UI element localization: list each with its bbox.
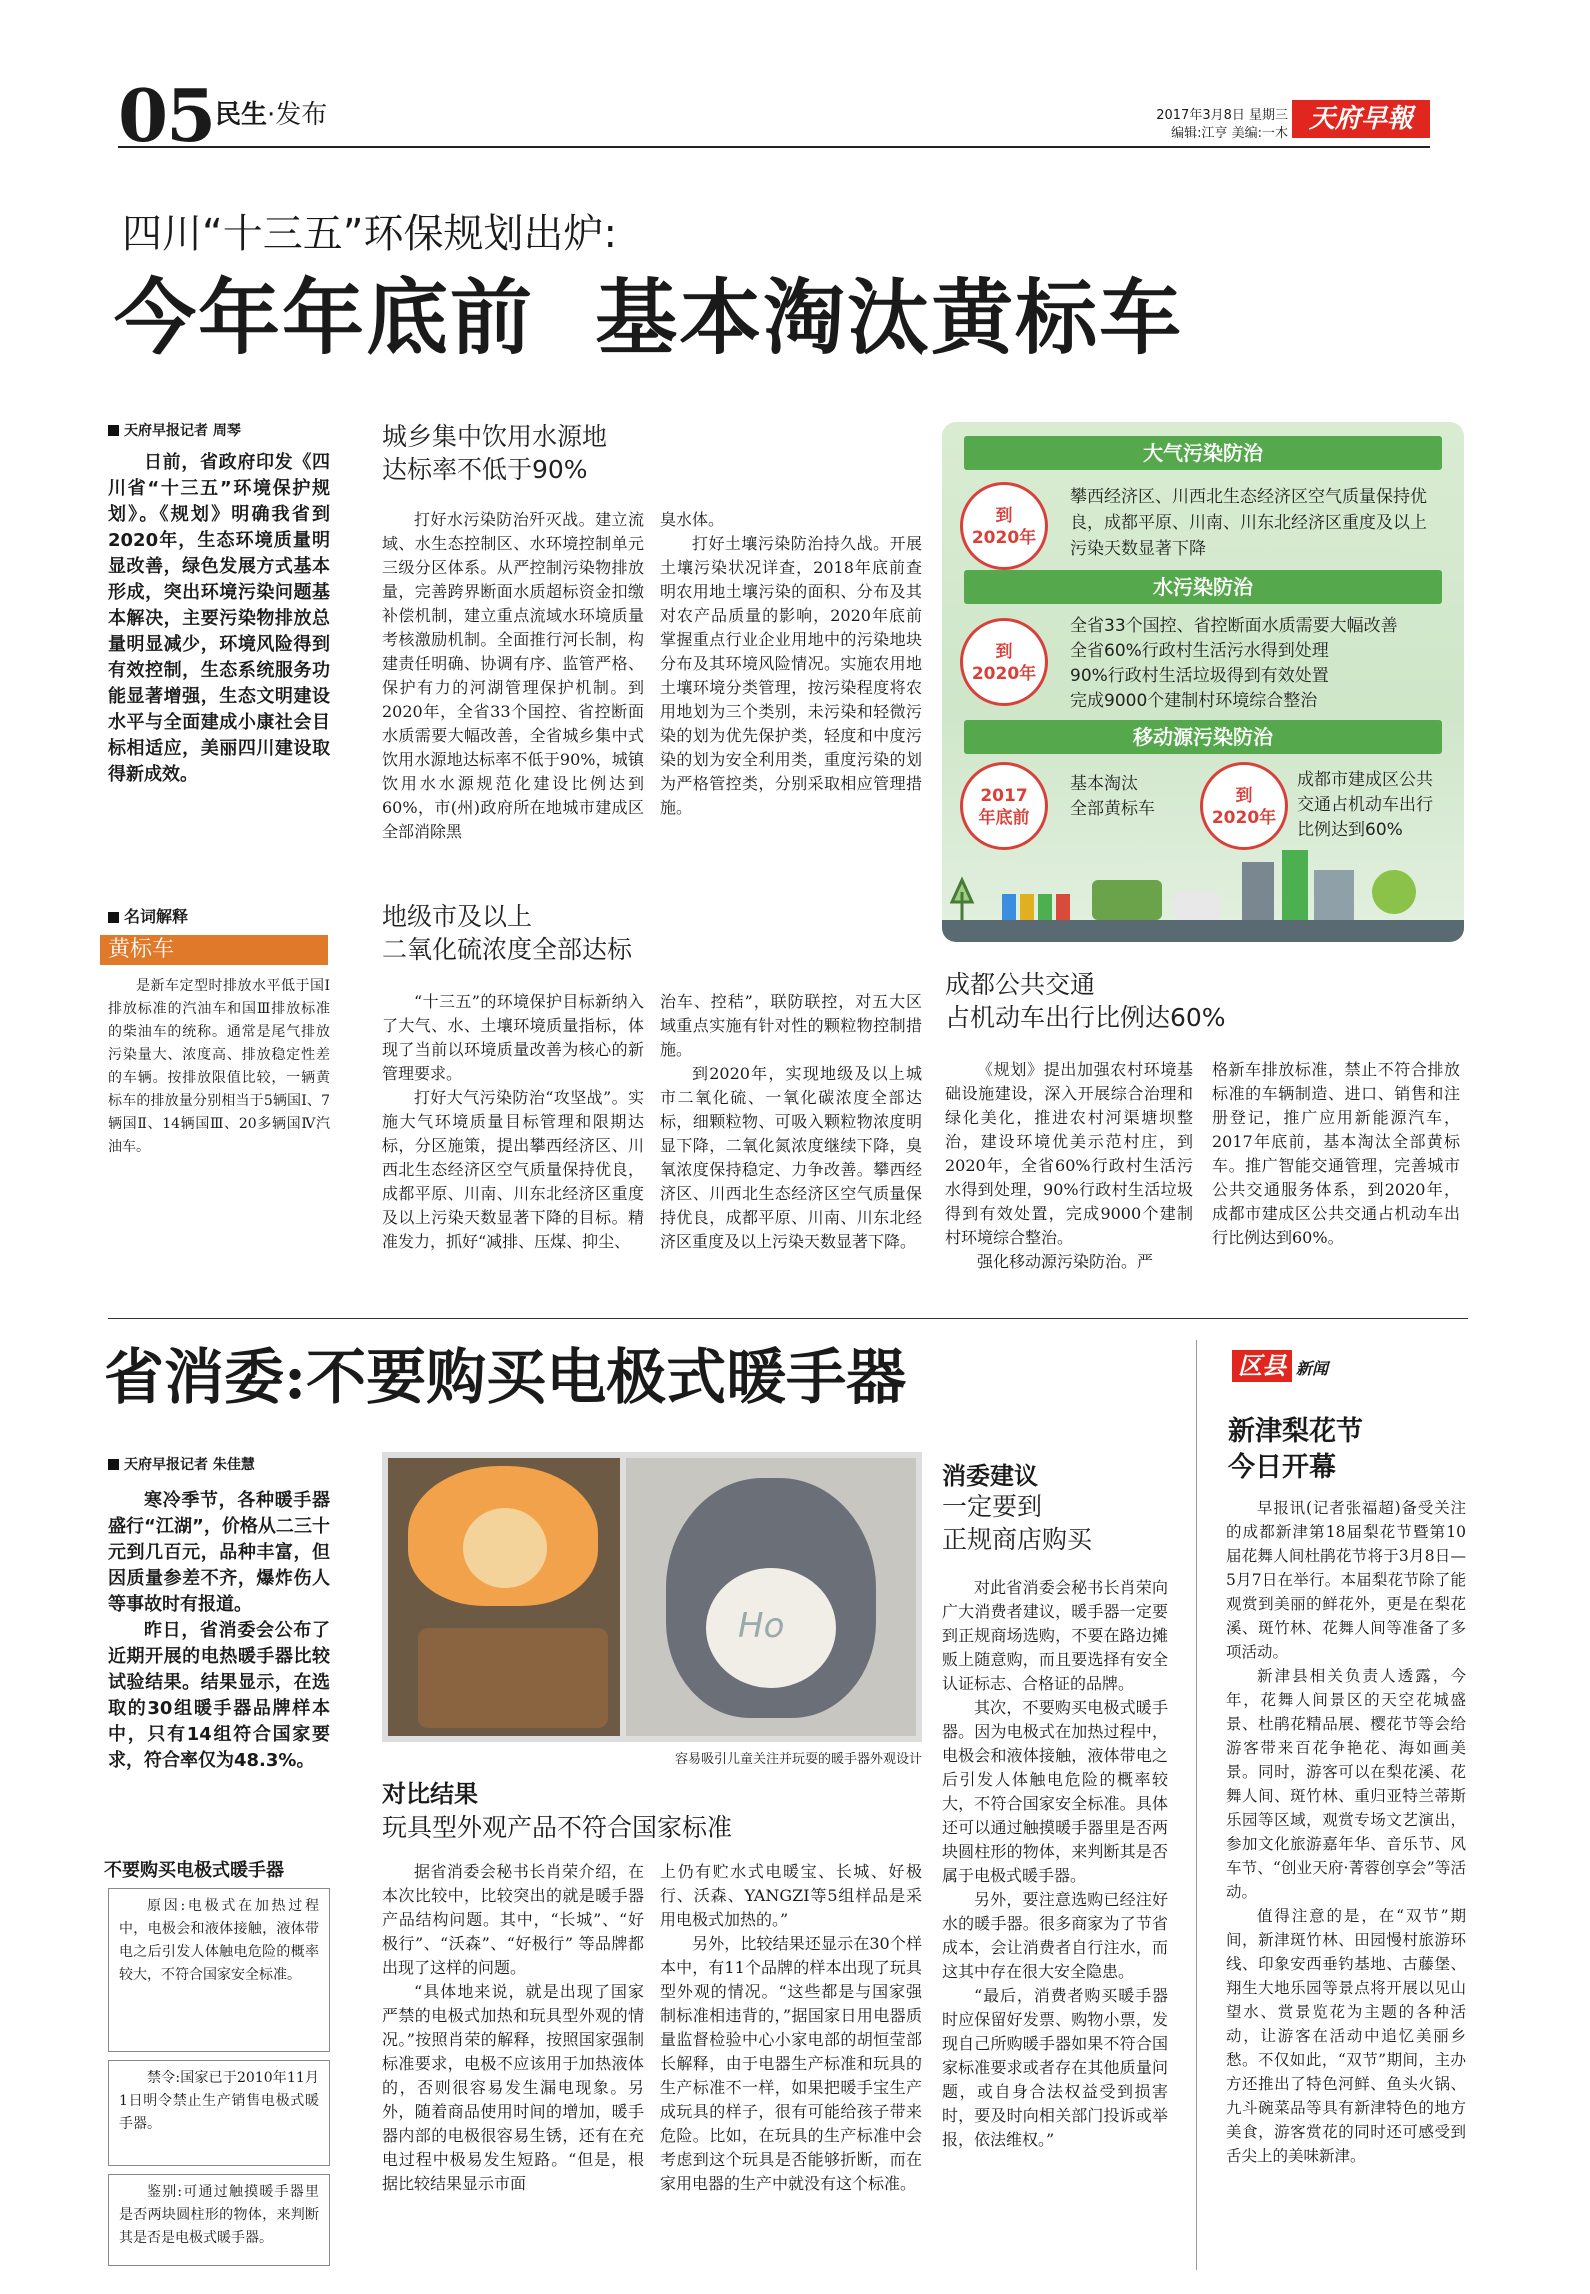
story2-lead [108, 1488, 330, 1774]
pad-warmer [418, 1628, 608, 1728]
story3-paragraph2: 新津县相关负责人透露，今年，花舞人间景区的天空花城盛景、杜鹃花精品展、樱花节等会给游客带来百花争艳花、海如画美景。同时，游客可以在梨花溪、花舞人间、斑竹林、重归亚特兰蒂斯乐园等区域，观赏专场文艺演出，参加文化旅游嘉年华、音乐节、风车节、“创业天府·菁蓉创享会”等活动。 [1226, 1667, 1466, 1901]
water-line1: 全省33个国控、省控断面水质需要大幅改善 [1070, 616, 1398, 636]
story1-col-d [660, 990, 922, 1254]
ground [942, 920, 1464, 942]
badge-line2: 年底前 [978, 808, 1030, 828]
col-c-paragraph2: 打好大气污染防治“攻坚战”。实施大气环境质量目标管理和限期达标，分区施策，提出攀西经济区、川西北生态经济区空气质量保持优良，成都平原、川南、川东北经济区重度及以上污染天数显著下降的目标。精准发力，抓好“减排、压煤、抑尘、 [382, 1088, 644, 1251]
trash-bin-icon [1038, 894, 1052, 920]
glossary-term: 黄标车 [100, 935, 328, 965]
infographic-text-transit [1297, 768, 1457, 843]
story1-col-f [1212, 1058, 1460, 1250]
masthead-logo: 天府早報 [1292, 100, 1430, 138]
yellow-line2: 全部黄标车 [1070, 799, 1155, 819]
logo-main: 区县 [1232, 1350, 1292, 1382]
advice-line2: 正规商店购买 [942, 1525, 1093, 1554]
lead-paragraph: 日前，省政府印发《四川省“十三五”环境保护规划》。《规划》明确我省到2020年，生态环境质量明显改善，绿色发展方式基本形成，突出环境污染问题基本解决，主要污染物排放总量明显减少，环境风险得到有效控制，生态系统服务功能显著增强，生态文明建设水平与全面建成小康社会目标相适应，美丽四川建设取得新成效。 [108, 452, 330, 785]
story1-col-b [660, 508, 922, 820]
totoro-warmer [666, 1478, 876, 1718]
glossary-text [108, 975, 330, 1159]
page-number: 05 [118, 73, 215, 158]
col-h-paragraph1: 上仍有贮水式电暖宝、长城、好极行、沃森、YANGZI等5组样品是采用电极式加热的。” [660, 1862, 922, 1929]
col-b-paragraph1: 臭水体。 [660, 510, 725, 529]
badge-line1: 到 [995, 506, 1013, 526]
col-e-paragraph1: 《规划》提出加强农村环境基础设施建设，深入开展综合治理和绿化美化，推进农村河渠塘坝整治，建设环境优美示范村庄，到2020年，全省60%行政村生活污水得到处理，90%行政村生活垃圾得到有效处置，完成9000个建制村环境综合整治。 [945, 1060, 1193, 1247]
col-d-paragraph1: 治车、控秸”，联防联控，对五大区域重点实施有针对性的颗粒物控制措施。 [660, 992, 922, 1059]
issue-date: 2017年3月8日 星期三 [1156, 108, 1288, 123]
byline-square [108, 1459, 119, 1470]
tip-reason [108, 1888, 330, 2052]
advice-line1: 一定要到 [942, 1492, 1043, 1521]
story3-headline-line2: 今日开幕 [1228, 1452, 1336, 1483]
factory-icon [1314, 870, 1354, 920]
tip-ban-text: 禁令:国家已于2010年11月1日明令禁止生产销售电极式暖手器。 [119, 2070, 319, 2132]
infographic-illustration [942, 842, 1464, 942]
story3-paragraph1: 早报讯(记者张福超)备受关注的成都新津第18届梨花节暨第10届花舞人间杜鹃花节将于3月8日—5月7日在举行。本届梨花节除了能观赏到美丽的鲜花外，更是在梨花溪、斑竹林、花舞人间等准备了多项活动。 [1226, 1499, 1466, 1661]
transit-line1: 成都市建成区公共 [1297, 770, 1433, 790]
badge-line2: 2020年 [971, 528, 1037, 548]
factory-icon [1282, 850, 1308, 920]
col-a-paragraph: 打好水污染防治歼灭战。建立流域、水生态控制区、水环境控制单元三级分区体系。从严控制污染物排放量，完善跨界断面水质超标资金扣缴补偿机制，建立重点流域水环境质量考核激励机制。全面推行河长制，构建责任明确、协调有序、监管严格、保护有力的河湖管理保护机制。到2020年，全省33个国控、省控断面水质需要大幅改善，全省城乡集中式饮用水源地达标率不低于90%，城镇饮用水水源规范化建设比例达到60%，市(州)政府所在地城市建成区全部消除黑 [382, 510, 644, 841]
trash-bin-icon [1002, 894, 1016, 920]
recycle-icon [1372, 870, 1416, 914]
advice-label: 消委建议 [942, 1462, 1038, 1490]
badge-2020-air [960, 482, 1048, 570]
col-i-paragraph3: 另外，要注意选购已经注好水的暖手器。很多商家为了节省成本，会让消费者自行注水，而这其中存在很大安全隐患。 [942, 1890, 1168, 1981]
story1-col-e [945, 1058, 1193, 1274]
advice-sub [942, 1490, 1092, 1556]
byline-text: 天府早报记者 朱佳慧 [124, 1457, 255, 1473]
water-line3: 90%行政村生活垃圾得到有效处置 [1070, 666, 1329, 686]
infographic-bar-air: 大气污染防治 [964, 436, 1442, 470]
paw-pad [463, 1508, 547, 1588]
truck-icon [1092, 880, 1162, 920]
story1-sub3 [945, 968, 1226, 1034]
photo-left [388, 1458, 620, 1736]
story1-sub1 [382, 420, 607, 486]
totoro-belly [706, 1568, 836, 1688]
col-i-paragraph4: “最后，消费者购买暖手器时应保留好发票、购物小票，发现自己所购暖手器如果不符合国家标准要求或者存在其他质量问题，或自身合法权益受到损害时，要及时向相关部门投诉或举报，依法维权。” [942, 1986, 1168, 2149]
sub1-line1: 城乡集中饮用水源地 [382, 422, 608, 451]
byline-text: 天府早报记者 周琴 [124, 423, 241, 439]
van-icon [1174, 892, 1220, 920]
badge-line2: 2020年 [1211, 808, 1277, 828]
lead-paragraph2: 昨日，省消委会公布了近期开展的电热暖手器比较试验结果。结果显示，在选取的30组暖手器品牌样本中，只有14组符合国家要求，符合率仅为48.3%。 [108, 1620, 330, 1771]
badge-line2: 2020年 [971, 664, 1037, 684]
story1-col-a [382, 508, 644, 844]
sub2-line1: 地级市及以上 [382, 902, 533, 931]
col-h-paragraph2: 另外，比较结果还显示在30个样本中，有11个品牌的样本出现了玩具型外观的情况。“这些都是与国家强制标准相违背的，”据国家日用电器质量监督检验中心小家电部的胡恒莹部长解释，由于电器生产标准和玩具的生产标准不一样，如果把暖手宝生产成玩具的样子，很有可能给孩子带来危险。比如，在玩具的生产标准中会考虑到这个玩具是否能够折断，而在家用电器的生产中就没有这个标准。 [660, 1934, 922, 2193]
story3-headline-line1: 新津梨花节 [1228, 1416, 1363, 1447]
logo-sub: 新闻 [1296, 1359, 1329, 1378]
compare-label: 对比结果 [382, 1780, 478, 1808]
tip-ban [108, 2060, 330, 2166]
totoro-print: Ho [738, 1606, 785, 1646]
badge-line1: 到 [1235, 786, 1253, 806]
byline-square [108, 425, 119, 436]
product-photo [382, 1452, 922, 1742]
col-d-paragraph2: 到2020年，实现地级及以上城市二氧化硫、一氧化碳浓度全部达标，细颗粒物、可吸入颗粒物浓度明显下降，二氧化氮浓度继续下降，臭氧浓度保持稳定、力争改善。攀西经济区、川西北生态经济区空气质量保持优良，成都平原、川南、川东北经济区重度及以上污染天数显著下降。 [660, 1064, 922, 1251]
glossary-label [108, 904, 188, 927]
transit-line2: 交通占机动车出行 [1297, 795, 1433, 815]
col-e-paragraph2: 强化移动源污染防治。严 [977, 1252, 1154, 1271]
tips-title: 不要购买电极式暖手器 [104, 1860, 284, 1881]
story1-headline: 今年年底前 基本淘汰黄标车 [114, 270, 1184, 366]
col-i-paragraph1: 对此省消委会秘书长肖荣向广大消费者建议，暖手器一定要到正规商场选购，不要在路边摊贩上随意购，而且要选择有安全认证标志、合格证的品牌。 [942, 1578, 1168, 1693]
header-rule [118, 146, 1430, 148]
water-line4: 完成9000个建制村环境综合整治 [1070, 691, 1318, 711]
photo-caption: 容易吸引儿童关注并玩耍的暖手器外观设计 [674, 1752, 922, 1767]
sub3-line1: 成都公共交通 [945, 970, 1096, 999]
lead-paragraph1: 寒冷季节，各种暖手器盛行“江湖”，价格从二三十元到几百元，品种丰富，但因质量参差不齐，爆炸伤人等事故时有报道。 [108, 1490, 330, 1615]
col-f-paragraph: 格新车排放标准，禁止不符合排放标准的车辆制造、进口、销售和注册登记，推广应用新能源汽车，2017年底前，基本淘汰全部黄标车。推广智能交通管理，完善城市公共交通服务体系，到2020年，成都市建成区公共交通占机动车出行比例达到60%。 [1212, 1060, 1460, 1247]
story2-col-h [660, 1860, 922, 2196]
story3-paragraph3: 值得注意的是，在“双节”期间，新津斑竹林、田园慢村旅游环线、印象安西垂钓基地、古藤堡、翔生大地乐园等景点将开展以见山望水、赏景览花为主题的各种活动，让游客在活动中追忆美丽乡愁。不仅如此，“双节”期间，主办方还推出了特色河鲜、鱼头火锅、九斗碗菜品等具有新津特色的地方美食，游客赏花的同时还可感受到舌尖上的美味新津。 [1226, 1907, 1466, 2165]
water-line2: 全省60%行政村生活污水得到处理 [1070, 641, 1329, 661]
infographic [942, 422, 1464, 942]
glossary-paragraph: 是新车定型时排放水平低于国Ⅰ排放标准的汽油车和国Ⅲ排放标准的柴油车的统称。通常是尾气排放污染量大、浓度高、排放稳定性差的车辆。按排放限值比较，一辆黄标车的排放量分别相当于5辆国Ⅰ、7辆国Ⅱ、14辆国Ⅲ、20多辆国Ⅳ汽油车。 [108, 978, 330, 1155]
section-title [215, 100, 327, 130]
story2-col-i [942, 1576, 1168, 2152]
sub2-line2: 二氧化硫浓度全部达标 [382, 935, 633, 964]
factory-icon [1242, 862, 1274, 920]
editors: 编辑:江亨 美编:一木 [1171, 126, 1288, 141]
column-divider [1196, 1340, 1197, 2270]
glossary-square [108, 912, 119, 923]
infographic-text-yellow [1070, 772, 1220, 822]
badge-2020-water [960, 618, 1048, 706]
badge-2017 [960, 762, 1048, 850]
col-g-paragraph1: 据省消委会秘书长肖荣介绍，在本次比较中，比较突出的就是暖手器产品结构问题。其中，“长城”、“好极行”、“沃森”、“好极行” 等品牌都出现了这样的问题。 [382, 1862, 644, 1977]
district-news-logo [1232, 1350, 1362, 1384]
infographic-bar-mobile: 移动源污染防治 [964, 720, 1442, 754]
tip-identify [108, 2174, 330, 2266]
story2-col-g [382, 1860, 644, 2196]
photo-right [626, 1458, 916, 1736]
col-b-paragraph2: 打好土壤污染防治持久战。开展土壤污染状况详查，2018年底前查明农用地土壤污染的面积、分布及其对农产品质量的影响，2020年底前掌握重点行业企业用地中的污染地块分布及其环境风险情况。实施农用地土壤环境分类管理，按污染程度将农用地划为三个类别，未污染和轻微污染的划为优先保护类，轻度和中度污染的划为安全利用类，重度污染的划为严格管控类，分别采取相应管理措施。 [660, 534, 922, 817]
compare-sub: 玩具型外观产品不符合国家标准 [382, 1813, 733, 1842]
yellow-line1: 基本淘汰 [1070, 774, 1138, 794]
story1-col-c [382, 990, 644, 1254]
badge-2020-mobile [1200, 762, 1288, 850]
infographic-text-water [1070, 614, 1440, 714]
trash-bin-icon [1056, 894, 1070, 920]
col-c-paragraph1: “十三五”的环境保护目标新纳入了大气、水、土壤环境质量指标，体现了当前以环境质量改善为核心的新管理要求。 [382, 992, 644, 1083]
infographic-text-air: 攀西经济区、川西北生态经济区空气质量保持优良，成都平原、川南、川东北经济区重度及以上污染天数显著下降 [1070, 487, 1427, 559]
col-i-paragraph2: 其次，不要购买电极式暖手器。因为电极式在加热过程中，电极会和液体接触，液体带电之后引发人体触电危险的概率较大，不符合国家安全标准。具体还可以通过触摸暖手器里是否两块圆柱形的物体，来判断其是否属于电极式暖手器。 [942, 1698, 1168, 1885]
story2-byline [108, 1454, 255, 1474]
tree-icon [952, 880, 972, 920]
story1-byline [108, 420, 241, 440]
story1-sub2 [382, 900, 632, 966]
badge-line1: 2017 [980, 786, 1028, 806]
story-divider [108, 1318, 1468, 1319]
glossary-title: 名词解释 [124, 907, 189, 926]
section-title-rest: ·发布 [267, 100, 328, 130]
story3-body [1226, 1496, 1466, 2168]
infographic-bar-water: 水污染防治 [964, 570, 1442, 604]
sub3-line2: 占机动车出行比例达60% [945, 1003, 1226, 1032]
tip-reason-text: 原因:电极式在加热过程中，电极会和液体接触，液体带电之后引发人体触电危险的概率较大，不符合国家安全标准。 [119, 1898, 319, 1983]
story2-headline: 省消委:不要购买电极式暖手器 [104, 1343, 907, 1413]
story3-headline [1228, 1414, 1363, 1486]
badge-line1: 到 [995, 642, 1013, 662]
section-title-bold: 民生 [215, 100, 268, 130]
transit-line3: 比例达到60% [1297, 820, 1403, 840]
paw-warmer [408, 1466, 598, 1606]
story1-lead [108, 450, 330, 788]
story1-kicker: 四川“十三五”环保规划出炉: [122, 211, 617, 257]
trash-bin-icon [1020, 894, 1034, 920]
col-g-paragraph2: “具体地来说，就是出现了国家严禁的电极式加热和玩具型外观的情况。”按照肖荣的解释，按照国家强制标准要求，电极不应该用于加热液体的，否则很容易发生漏电现象。另外，随着商品使用时间的增加，暖手器内部的电极很容易生锈，还有在充电过程中极易发生短路。“但是，根据比较结果显示市面 [382, 1982, 644, 2193]
tip-identify-text: 鉴别:可通过触摸暖手器里是否两块圆柱形的物体，来判断其是否是电极式暖手器。 [119, 2184, 319, 2246]
sub1-line2: 达标率不低于90% [382, 455, 588, 484]
